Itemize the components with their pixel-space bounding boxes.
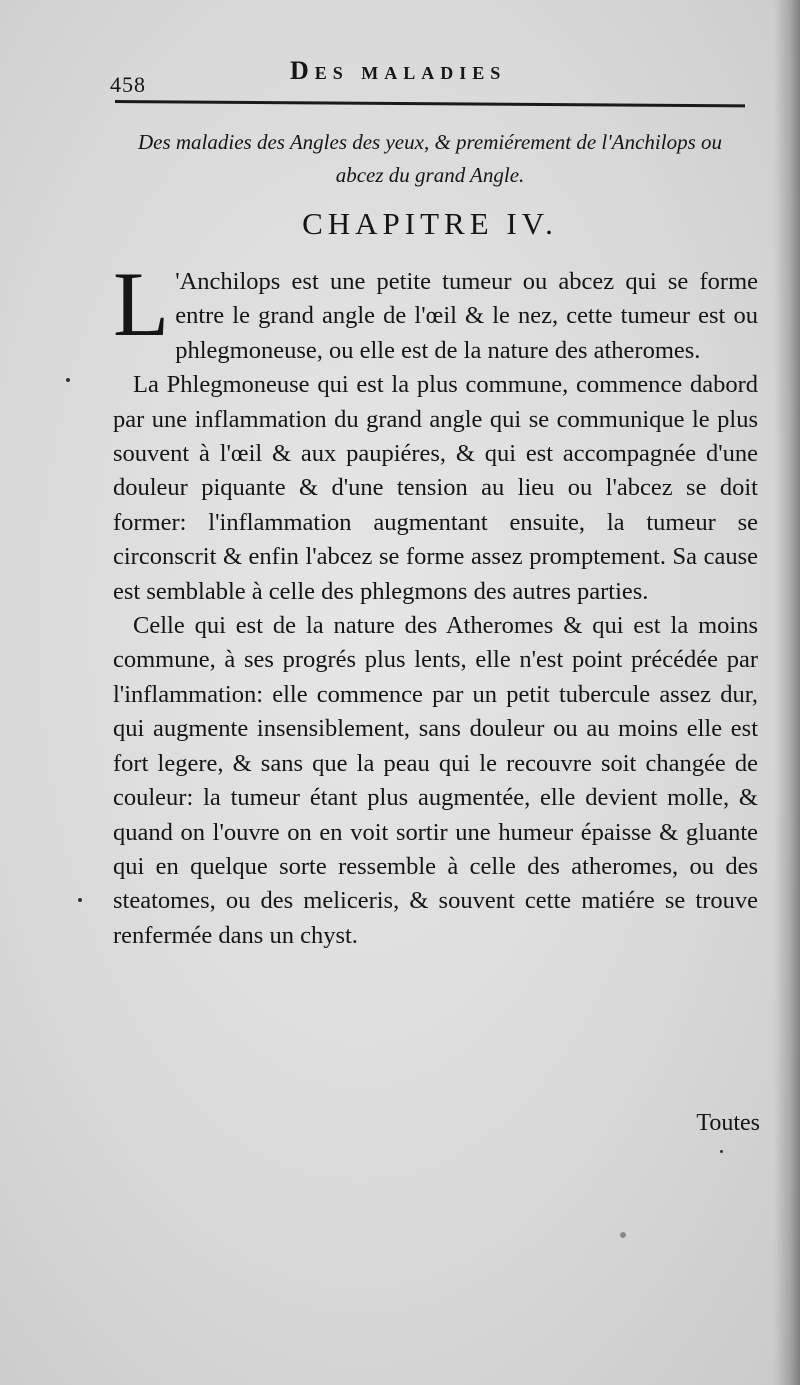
chapter-subtitle: Des maladies des Angles des yeux, & premiérement de l'Anchilops ou abcez du grand Angle. [137, 130, 722, 187]
page-header [110, 52, 730, 97]
catchword: Toutes [696, 1110, 760, 1136]
page-spine-shadow [774, 0, 800, 1385]
header-rule [115, 100, 745, 107]
ink-speck [66, 378, 70, 382]
ink-speck [720, 1150, 723, 1153]
chapter-title: CHAPITRE IV. [302, 206, 558, 241]
paragraph-3: Celle qui est de la nature des Atheromes & qui est la moins commune, à ses progrés plus lents, elle n'est point précédée par l'inflammation: elle commence par un petit tubercule assez dur, qui augmente insensiblement, sans douleur ou au moins elle est fort legere, & sans que la peau qui le recouvre soit changée de couleur: la tumeur étant plus augmentée, elle devient molle, & quand on l'ouvre on en voit sortir une humeur épaisse & gluante qui en quelque sorte ressemble à celle des atheromes, ou des steatomes, ou des meliceris, & souvent cette matiére se trouve renfermée dans un chyst. [113, 612, 758, 949]
body-text [113, 253, 758, 953]
page-number: 458 [110, 72, 146, 97]
ink-speck [620, 1232, 626, 1238]
drop-cap: L [113, 253, 170, 355]
ink-speck [78, 898, 82, 902]
paragraph-2: La Phlegmoneuse qui est la plus commune, commence dabord par une inflammation du grand angle qui se communique le plus souvent à l'œil & aux paupiéres, & qui est accompagnée d'une douleur piquante & d'une tension au lieu ou l'abcez se doit former: l'inflammation augmentant ensuite, la tumeur se circonscrit & enfin l'abcez se forme assez promptement. Sa cause est semblable à celle des phlegmons des autres parties. [113, 371, 758, 605]
running-head: Des maladies [290, 56, 507, 85]
paragraph-1-text: 'Anchilops est une petite tumeur ou abcez qui se forme entre le grand angle de l'œil & le nez, cette tumeur est ou phlegmoneuse, ou elle est de la nature des atheromes. [175, 268, 758, 364]
paragraph-1 [113, 253, 758, 368]
